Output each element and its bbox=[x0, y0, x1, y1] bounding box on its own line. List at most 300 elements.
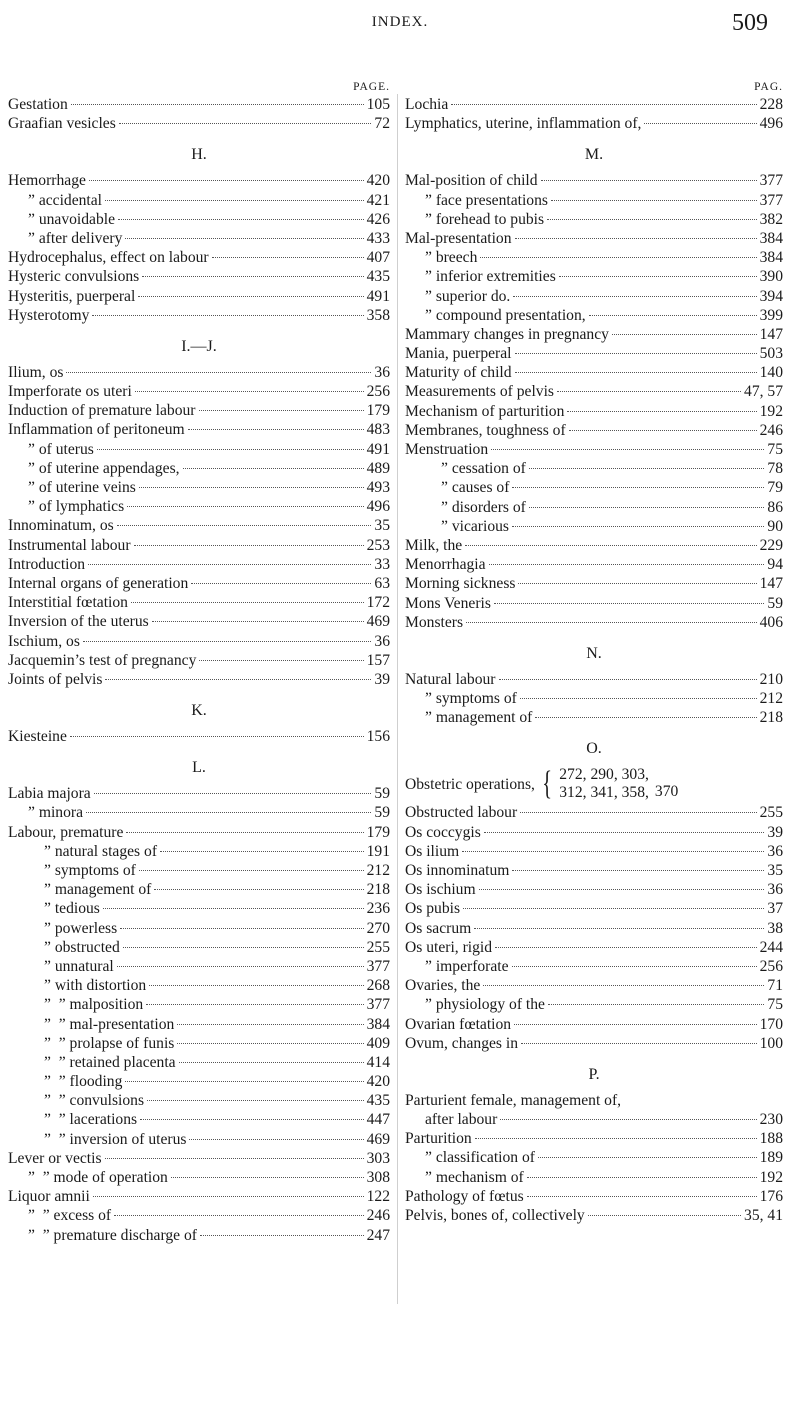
entry-term: ” ” lacerations bbox=[44, 1111, 138, 1129]
entry-term: ” symptoms of bbox=[44, 862, 136, 879]
index-entry bbox=[8, 229, 390, 248]
entry-page: 433 bbox=[366, 229, 390, 247]
entry-term: Os pubis bbox=[405, 900, 461, 918]
entry-term: Joints of pelvis bbox=[8, 670, 103, 688]
index-entry bbox=[8, 1206, 390, 1225]
entry-page: 247 bbox=[366, 1226, 390, 1244]
index-entry bbox=[405, 555, 783, 574]
leader-dots bbox=[191, 583, 371, 584]
page-number: 509 bbox=[732, 10, 768, 36]
page-list-line: 272, 290, 303, bbox=[559, 766, 649, 784]
index-entry bbox=[8, 1015, 390, 1034]
index-entry bbox=[8, 306, 390, 325]
leader-dots bbox=[494, 603, 764, 604]
entry-term: Os sacrum bbox=[405, 919, 472, 937]
entry-term: Pelvis, bones of, collectively bbox=[405, 1207, 585, 1224]
entry-term: ” ” convulsions bbox=[44, 1092, 145, 1110]
leader-dots bbox=[120, 928, 363, 929]
entry-term: ” of uterine veins bbox=[28, 479, 136, 496]
index-entry bbox=[405, 1148, 783, 1167]
index-entry bbox=[8, 899, 390, 918]
entry-page: 246 bbox=[759, 421, 783, 439]
entry-page: 157 bbox=[366, 651, 390, 669]
leader-dots bbox=[499, 679, 757, 680]
leader-dots bbox=[93, 1196, 364, 1197]
leader-dots bbox=[117, 966, 364, 967]
entry-term: Menorrhagia bbox=[405, 556, 486, 574]
leader-dots bbox=[105, 200, 364, 201]
entry-page: 256 bbox=[759, 957, 783, 975]
leader-dots bbox=[512, 966, 757, 967]
entry-term: ” unnatural bbox=[44, 957, 114, 975]
entry-page: 426 bbox=[366, 210, 390, 228]
entry-term: ” ” flooding bbox=[44, 1073, 123, 1091]
leader-dots bbox=[465, 545, 756, 546]
index-entry bbox=[405, 382, 783, 401]
entry-page: 35 bbox=[767, 862, 783, 879]
index-entry bbox=[8, 823, 390, 842]
entry-page: 496 bbox=[759, 115, 783, 133]
entry-term: ” ” mal-presentation bbox=[44, 1015, 175, 1033]
entry-term: Kiesteine bbox=[8, 728, 67, 746]
leader-dots bbox=[171, 1177, 364, 1178]
index-entry bbox=[8, 555, 390, 574]
leader-dots bbox=[134, 545, 364, 546]
entry-term: ” vicarious bbox=[441, 517, 509, 535]
leader-dots bbox=[479, 889, 765, 890]
entry-term: Os coccygis bbox=[405, 823, 481, 841]
index-entry bbox=[8, 957, 390, 976]
index-entry bbox=[8, 861, 390, 880]
index-entry bbox=[8, 1053, 390, 1072]
index-entry bbox=[8, 995, 390, 1014]
leader-dots bbox=[199, 660, 363, 661]
leader-dots bbox=[589, 315, 757, 316]
index-entry bbox=[8, 1226, 390, 1245]
entry-term: Instrumental labour bbox=[8, 536, 131, 554]
index-entry bbox=[8, 401, 390, 420]
entry-page: 268 bbox=[366, 977, 390, 995]
entry-page: 407 bbox=[366, 249, 390, 267]
entry-term: ” causes of bbox=[441, 479, 510, 497]
entry-term: ” management of bbox=[44, 881, 152, 899]
entry-page: 483 bbox=[366, 421, 390, 439]
index-entry bbox=[405, 1129, 783, 1148]
entry-page: 63 bbox=[374, 574, 390, 592]
entry-page: 39 bbox=[374, 670, 390, 688]
index-entry bbox=[405, 919, 783, 938]
index-entry bbox=[405, 899, 783, 918]
leader-dots bbox=[177, 1024, 363, 1025]
page-header bbox=[0, 10, 800, 40]
entry-page: 377 bbox=[759, 172, 783, 190]
index-entry bbox=[405, 498, 783, 517]
index-entry bbox=[405, 191, 783, 210]
entry-page: 140 bbox=[759, 364, 783, 382]
leader-dots bbox=[515, 372, 757, 373]
leader-dots bbox=[70, 736, 364, 737]
leader-dots bbox=[183, 468, 364, 469]
index-entry bbox=[405, 613, 783, 632]
index-entry bbox=[405, 938, 783, 957]
brace-glyph: { bbox=[542, 765, 552, 803]
section-letter: P. bbox=[588, 1065, 600, 1083]
index-entry bbox=[8, 1034, 390, 1053]
entry-term: Mania, puerperal bbox=[405, 345, 512, 363]
entry-page: 191 bbox=[366, 842, 390, 860]
entry-page: 377 bbox=[366, 957, 390, 975]
entry-term: Parturition bbox=[405, 1130, 472, 1148]
index-entry bbox=[8, 651, 390, 670]
entry-page: 218 bbox=[366, 881, 390, 899]
leader-dots bbox=[117, 525, 372, 526]
entry-term: Imperforate os uteri bbox=[8, 383, 132, 401]
leader-dots bbox=[94, 793, 372, 794]
leader-dots bbox=[588, 1215, 741, 1216]
entry-term: ” natural stages of bbox=[44, 842, 158, 860]
entry-term: Jacquemin’s test of pregnancy bbox=[8, 651, 197, 669]
entry-page: 384 bbox=[759, 229, 783, 247]
section-letter: H. bbox=[191, 146, 207, 164]
entry-page: 414 bbox=[366, 1053, 390, 1071]
index-entry bbox=[8, 478, 390, 497]
entry-term: Membranes, toughness of bbox=[405, 421, 566, 439]
entry-page: 192 bbox=[759, 402, 783, 420]
index-entry bbox=[8, 938, 390, 957]
leader-dots bbox=[466, 622, 757, 623]
entry-page: 122 bbox=[366, 1188, 390, 1206]
leader-dots bbox=[529, 507, 765, 508]
entry-page: 59 bbox=[767, 594, 783, 612]
entry-term: ” with distortion bbox=[44, 977, 147, 995]
entry-page: 78 bbox=[767, 460, 783, 478]
index-entry bbox=[405, 402, 783, 421]
leader-dots bbox=[644, 123, 756, 124]
entry-term: Ovaries, the bbox=[405, 977, 481, 995]
index-entry bbox=[405, 803, 783, 822]
leader-dots bbox=[97, 449, 364, 450]
entry-term: ” obstructed bbox=[44, 938, 120, 956]
entry-term: Interstitial fœtation bbox=[8, 594, 128, 612]
entry-term: Ovarian fœtation bbox=[405, 1015, 512, 1033]
entry-page: 147 bbox=[759, 575, 783, 593]
index-entry bbox=[405, 248, 783, 267]
leader-dots bbox=[212, 257, 364, 258]
index-entry bbox=[405, 440, 783, 459]
leader-dots bbox=[88, 564, 371, 565]
index-entry bbox=[405, 670, 783, 689]
index-entry bbox=[405, 957, 783, 976]
entry-term: Ischium, os bbox=[8, 632, 80, 650]
entry-page: 59 bbox=[374, 785, 390, 803]
entry-page: 35, 41 bbox=[744, 1207, 783, 1224]
index-entry bbox=[405, 210, 783, 229]
section-letter: K. bbox=[191, 702, 207, 720]
index-entry bbox=[405, 1034, 783, 1053]
index-entry bbox=[8, 382, 390, 401]
index-entry bbox=[8, 1130, 390, 1149]
leader-dots bbox=[149, 985, 363, 986]
leader-dots bbox=[131, 602, 364, 603]
index-entry bbox=[405, 1110, 783, 1129]
entry-term: ” face presentations bbox=[425, 191, 548, 209]
leader-dots bbox=[527, 1196, 757, 1197]
entry-term: Innominatum, os bbox=[8, 517, 114, 535]
entry-term: ” symptoms of bbox=[425, 690, 517, 708]
entry-page: 236 bbox=[366, 900, 390, 918]
entry-term: ” breech bbox=[425, 249, 478, 267]
entry-term: ” minora bbox=[28, 804, 83, 822]
entry-term: Lever or vectis bbox=[8, 1149, 102, 1167]
leader-dots bbox=[103, 908, 364, 909]
entry-page: 100 bbox=[759, 1034, 783, 1052]
entry-term: Menstruation bbox=[405, 441, 489, 458]
entry-term: Measurements of pelvis bbox=[405, 383, 554, 401]
entry-page: 384 bbox=[759, 249, 783, 267]
entry-page: 36 bbox=[374, 363, 390, 381]
entry-term: ” accidental bbox=[28, 191, 103, 209]
index-entry bbox=[8, 536, 390, 555]
entry-term: ” inferior extremities bbox=[425, 268, 556, 286]
leader-dots bbox=[152, 621, 364, 622]
leader-dots bbox=[147, 1100, 364, 1101]
leader-dots bbox=[551, 200, 757, 201]
index-entry bbox=[405, 976, 783, 995]
entry-page: 255 bbox=[366, 938, 390, 956]
index-entry bbox=[8, 574, 390, 593]
entry-page: 72 bbox=[374, 115, 390, 133]
leader-dots bbox=[529, 468, 765, 469]
entry-page: 489 bbox=[366, 459, 390, 477]
entry-page: 256 bbox=[366, 383, 390, 401]
entry-page: 229 bbox=[759, 536, 783, 554]
leader-dots bbox=[500, 1119, 756, 1120]
index-entry-wrapped: Parturient female, management of, bbox=[405, 1091, 622, 1109]
leader-dots bbox=[92, 315, 363, 316]
leader-dots bbox=[125, 1081, 363, 1082]
leader-dots bbox=[512, 487, 764, 488]
index-entry bbox=[405, 995, 783, 1014]
entry-page: 189 bbox=[759, 1149, 783, 1167]
entry-page: 156 bbox=[366, 728, 390, 746]
entry-page: 75 bbox=[767, 996, 783, 1014]
index-entry bbox=[8, 976, 390, 995]
entry-term: Hemorrhage bbox=[8, 172, 86, 190]
entry-term: Morning sickness bbox=[405, 575, 516, 593]
entry-term: Monsters bbox=[405, 613, 464, 631]
leader-dots bbox=[123, 947, 364, 948]
entry-page: 421 bbox=[366, 191, 390, 209]
entry-term: Mal-position of child bbox=[405, 172, 538, 190]
entry-page: 35 bbox=[374, 517, 390, 535]
entry-term: Mammary changes in pregnancy bbox=[405, 325, 609, 343]
entry-term: ” tedious bbox=[44, 900, 100, 918]
leader-dots bbox=[105, 1158, 364, 1159]
entry-page: 188 bbox=[759, 1130, 783, 1148]
entry-page: 39 bbox=[767, 823, 783, 841]
entry-page: 170 bbox=[759, 1015, 783, 1033]
entry-page: 447 bbox=[366, 1111, 390, 1129]
entry-page: 270 bbox=[366, 919, 390, 937]
entry-page: 218 bbox=[759, 709, 783, 727]
entry-page: 246 bbox=[366, 1207, 390, 1225]
page-list-line: 312, 341, 358, bbox=[559, 784, 649, 802]
entry-term: Milk, the bbox=[405, 536, 463, 554]
entry-term: ” ” retained placenta bbox=[44, 1053, 176, 1071]
entry-page: 409 bbox=[366, 1034, 390, 1052]
entry-term: Os ilium bbox=[405, 842, 460, 860]
leader-dots bbox=[179, 1062, 364, 1063]
leader-dots bbox=[520, 812, 756, 813]
index-entry bbox=[405, 478, 783, 497]
entry-page: 36 bbox=[374, 632, 390, 650]
index-entry bbox=[405, 1015, 783, 1034]
leader-dots bbox=[451, 104, 756, 105]
entry-page: 394 bbox=[759, 287, 783, 305]
index-entry bbox=[405, 574, 783, 593]
entry-page: 105 bbox=[366, 96, 390, 113]
entry-page: 179 bbox=[366, 402, 390, 420]
entry-term: Internal organs of generation bbox=[8, 574, 189, 592]
entry-term: Obstetric operations, bbox=[405, 775, 535, 793]
entry-page: 47, 57 bbox=[744, 383, 783, 401]
entry-term: after labour bbox=[425, 1111, 498, 1129]
index-entry bbox=[405, 114, 783, 133]
leader-dots bbox=[114, 1215, 363, 1216]
leader-dots bbox=[154, 889, 363, 890]
entry-page: 420 bbox=[366, 172, 390, 190]
index-entry bbox=[8, 287, 390, 306]
leader-dots bbox=[520, 698, 757, 699]
leader-dots bbox=[119, 123, 372, 124]
entry-page: 176 bbox=[759, 1187, 783, 1205]
entry-term: Pathology of fœtus bbox=[405, 1187, 524, 1205]
entry-page: 228 bbox=[759, 96, 783, 113]
entry-term: Os uteri, rigid bbox=[405, 938, 493, 956]
entry-term: Lochia bbox=[405, 96, 449, 113]
entry-page: 384 bbox=[366, 1015, 390, 1033]
page-column-label: PAGE. bbox=[353, 81, 390, 93]
leader-dots bbox=[86, 812, 371, 813]
index-entry bbox=[405, 287, 783, 306]
entry-term: ” powerless bbox=[44, 919, 118, 937]
entry-page: 94 bbox=[767, 556, 783, 574]
entry-term: Hydrocephalus, effect on labour bbox=[8, 249, 209, 267]
leader-dots bbox=[489, 564, 765, 565]
index-entry bbox=[405, 708, 783, 727]
entry-term: Mons Veneris bbox=[405, 594, 491, 612]
entry-term: Hysterotomy bbox=[8, 306, 90, 324]
index-entry bbox=[405, 536, 783, 555]
index-entry bbox=[8, 612, 390, 631]
entry-page: 210 bbox=[759, 670, 783, 688]
entry-page: 230 bbox=[759, 1111, 783, 1129]
page-column-label: PAG. bbox=[754, 81, 783, 93]
entry-term: ” ” premature discharge of bbox=[28, 1226, 197, 1244]
entry-term: Introduction bbox=[8, 555, 86, 573]
index-entry bbox=[8, 420, 390, 439]
index-entry bbox=[8, 210, 390, 229]
entry-page: 179 bbox=[366, 823, 390, 841]
index-entry bbox=[405, 306, 783, 325]
section-letter: O. bbox=[586, 740, 602, 758]
entry-term: Natural labour bbox=[405, 670, 496, 688]
entry-term: Obstructed labour bbox=[405, 804, 518, 822]
leader-dots bbox=[127, 506, 363, 507]
running-head: INDEX. bbox=[371, 14, 429, 30]
index-entry bbox=[8, 784, 390, 803]
entry-page: 496 bbox=[366, 498, 390, 516]
leader-dots bbox=[521, 1043, 757, 1044]
entry-term: Hysteritis, puerperal bbox=[8, 287, 136, 305]
entry-page: 377 bbox=[366, 996, 390, 1014]
entry-term: Gestation bbox=[8, 96, 68, 113]
entry-page: 406 bbox=[759, 613, 783, 631]
leader-dots bbox=[189, 1139, 363, 1140]
index-entry bbox=[8, 114, 390, 133]
entry-page: 33 bbox=[374, 555, 390, 573]
index-entry bbox=[8, 1072, 390, 1091]
entry-term: Ovum, changes in bbox=[405, 1034, 519, 1052]
leader-dots bbox=[569, 430, 757, 431]
entry-term: ” classification of bbox=[425, 1149, 535, 1167]
leader-dots bbox=[118, 219, 364, 220]
leader-dots bbox=[462, 851, 764, 852]
entry-term: ” ” inversion of uterus bbox=[44, 1130, 187, 1148]
section-letter: M. bbox=[584, 146, 604, 164]
entry-term: Hysteric convulsions bbox=[8, 268, 140, 286]
entry-page: 59 bbox=[374, 804, 390, 822]
entry-term: ” forehead to pubis bbox=[425, 210, 545, 228]
index-column-left bbox=[8, 80, 390, 1245]
index-column-right bbox=[405, 80, 783, 1225]
index-entry bbox=[405, 363, 783, 382]
index-entry bbox=[8, 1168, 390, 1187]
entry-page: 172 bbox=[366, 594, 390, 612]
entry-term: ” disorders of bbox=[441, 498, 526, 516]
entry-term: ” of lymphatics bbox=[28, 498, 125, 516]
index-entry bbox=[405, 171, 783, 190]
index-entry bbox=[8, 1187, 390, 1206]
entry-page: 420 bbox=[366, 1073, 390, 1091]
entry-page: 36 bbox=[767, 842, 783, 860]
entry-term: ” of uterine appendages, bbox=[28, 459, 180, 477]
leader-dots bbox=[188, 429, 364, 430]
leader-dots bbox=[105, 679, 371, 680]
entry-term: Maturity of child bbox=[405, 364, 512, 382]
index-entry bbox=[8, 1110, 390, 1129]
entry-term: Mal-presentation bbox=[405, 229, 512, 247]
index-entry bbox=[405, 1187, 783, 1206]
entry-term: ” ” malposition bbox=[44, 996, 144, 1014]
leader-dots bbox=[83, 641, 372, 642]
leader-dots bbox=[199, 410, 364, 411]
entry-term: Liquor amnii bbox=[8, 1188, 90, 1206]
index-entry bbox=[405, 325, 783, 344]
entry-page: 377 bbox=[759, 191, 783, 209]
index-entry bbox=[8, 267, 390, 286]
leader-dots bbox=[548, 1004, 764, 1005]
index-entry bbox=[8, 727, 390, 746]
entry-term: ” ” prolapse of funis bbox=[44, 1034, 175, 1052]
entry-page: 38 bbox=[767, 919, 783, 937]
index-entry bbox=[405, 229, 783, 248]
leader-dots bbox=[512, 870, 764, 871]
leader-dots bbox=[142, 276, 363, 277]
entry-term: Os innominatum bbox=[405, 862, 510, 879]
index-entry bbox=[8, 440, 390, 459]
index-entry bbox=[8, 516, 390, 535]
